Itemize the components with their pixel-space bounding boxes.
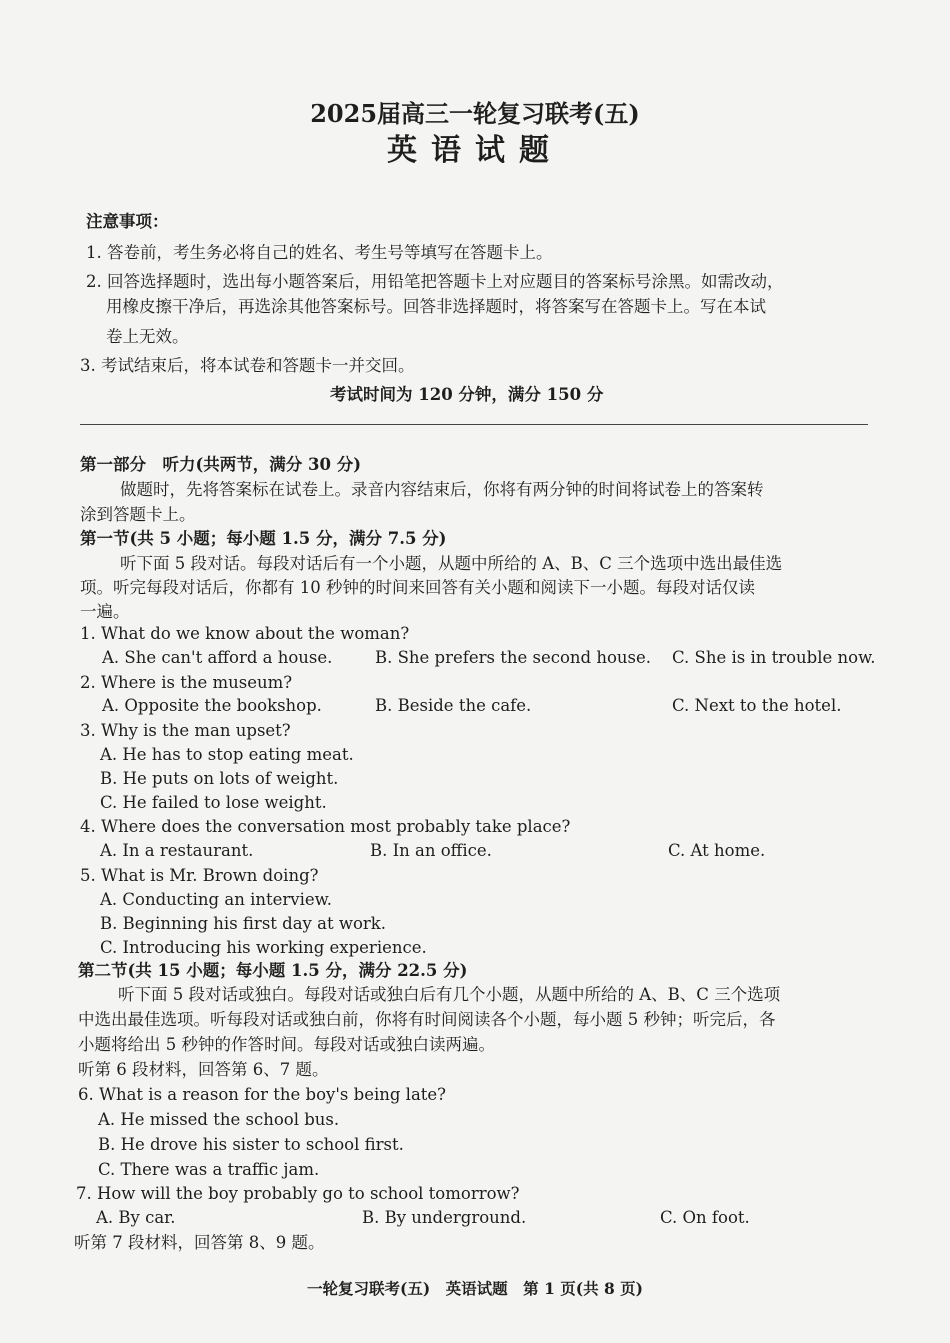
- option: C. Introducing his working experience.: [100, 938, 427, 957]
- question: 1. What do we know about the woman?: [80, 624, 410, 643]
- option: C. She is in trouble now.: [672, 648, 876, 667]
- option: B. In an office.: [370, 841, 492, 860]
- section2-intro: 小题将给出 5 秒钟的作答时间。每段对话或独白读两遍。: [78, 1035, 495, 1054]
- question: 3. Why is the man upset?: [80, 721, 291, 740]
- option: C. There was a traffic jam.: [98, 1160, 320, 1179]
- section1-heading: 第一节(共 5 小题；每小题 1.5 分，满分 7.5 分): [80, 529, 447, 548]
- notice-item: 2. 回答选择题时，选出每小题答案后，用铅笔把答题卡上对应题目的答案标号涂黑。如需改动，: [86, 272, 784, 291]
- notice-heading: 注意事项：: [86, 212, 169, 231]
- question: 7. How will the boy probably go to school tomorrow?: [76, 1184, 520, 1203]
- option: B. Beginning his first day at work.: [100, 914, 387, 933]
- notice-item: 3. 考试结束后，将本试卷和答题卡一并交回。: [80, 356, 415, 375]
- question: 5. What is Mr. Brown doing?: [80, 866, 319, 885]
- section2-heading: 第二节(共 15 小题；每小题 1.5 分，满分 22.5 分): [78, 961, 468, 980]
- notice-item: 用橡皮擦干净后，再选涂其他答案标号。回答非选择题时，将答案写在答题卡上。写在本试: [106, 297, 766, 316]
- option: A. Opposite the bookshop.: [102, 696, 322, 715]
- option: A. Conducting an interview.: [100, 890, 333, 909]
- option: B. She prefers the second house.: [375, 648, 652, 667]
- part1-intro: 做题时，先将答案标在试卷上。录音内容结束后，你将有两分钟的时间将试卷上的答案转: [120, 480, 764, 499]
- option: C. Next to the hotel.: [672, 696, 842, 715]
- option: C. He failed to lose weight.: [100, 793, 327, 812]
- option: A. He has to stop eating meat.: [100, 745, 354, 764]
- option: B. By underground.: [362, 1208, 527, 1227]
- section2-intro: 听下面 5 段对话或独白。每段对话或独白后有几个小题，从题中所给的 A、B、C 三个选项: [118, 985, 781, 1004]
- option: A. She can't afford a house.: [102, 648, 333, 667]
- notice-item: 1. 答卷前，考生务必将自己的姓名、考生号等填写在答题卡上。: [86, 243, 553, 262]
- option: B. He puts on lots of weight.: [100, 769, 339, 788]
- section1-intro: 一遍。: [80, 602, 130, 621]
- section1-intro: 项。听完每段对话后，你都有 10 秒钟的时间来回答有关小题和阅读下一小题。每段对话仅读: [80, 578, 755, 597]
- exam-subtitle: 英语试题: [387, 133, 563, 168]
- page-footer: 一轮复习联考(五) 英语试题 第 1 页(共 8 页): [307, 1279, 643, 1298]
- part1-intro: 涂到答题卡上。: [80, 505, 196, 524]
- divider: [80, 424, 868, 425]
- material-label: 听第 6 段材料，回答第 6、7 题。: [78, 1060, 329, 1079]
- option: C. On foot.: [660, 1208, 750, 1227]
- option: B. Beside the cafe.: [375, 696, 532, 715]
- option: A. In a restaurant.: [100, 841, 254, 860]
- part1-heading: 第一部分 听力(共两节，满分 30 分): [80, 455, 362, 474]
- option: A. By car.: [96, 1208, 176, 1227]
- material-label: 听第 7 段材料，回答第 8、9 题。: [74, 1233, 325, 1252]
- section2-intro: 中选出最佳选项。听每段对话或独白前，你将有时间阅读各个小题，每小题 5 秒钟；听完后，各: [78, 1010, 776, 1029]
- exam-time: 考试时间为 120 分钟，满分 150 分: [330, 385, 604, 404]
- option: C. At home.: [668, 841, 766, 860]
- exam-title: 2025届高三一轮复习联考(五): [310, 99, 640, 128]
- option: A. He missed the school bus.: [98, 1110, 340, 1129]
- question: 6. What is a reason for the boy's being late?: [78, 1085, 447, 1104]
- option: B. He drove his sister to school first.: [98, 1135, 404, 1154]
- notice-item: 卷上无效。: [106, 327, 189, 346]
- question: 4. Where does the conversation most probably take place?: [80, 817, 571, 836]
- section1-intro: 听下面 5 段对话。每段对话后有一个小题，从题中所给的 A、B、C 三个选项中选出最佳选: [120, 554, 783, 573]
- question: 2. Where is the museum?: [80, 673, 293, 692]
